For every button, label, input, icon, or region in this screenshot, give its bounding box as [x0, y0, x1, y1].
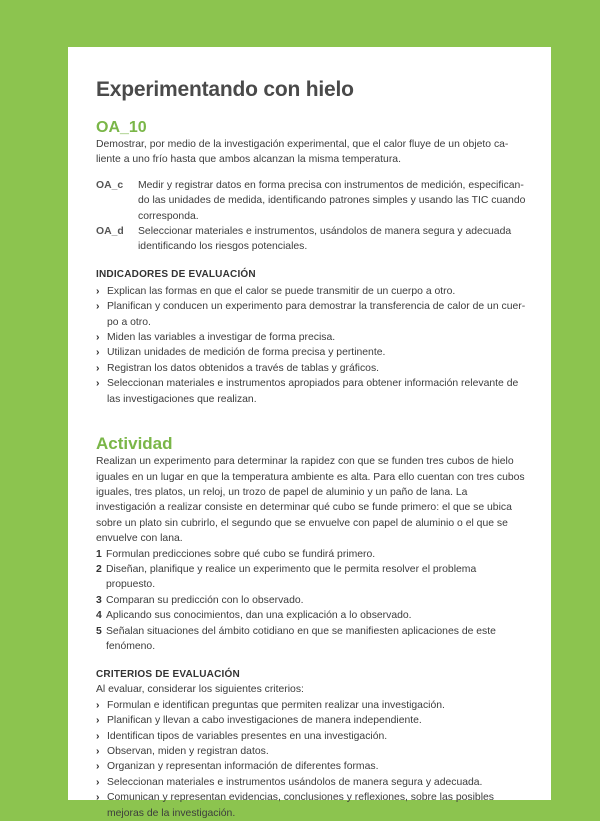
sub-objective-code: OA_d: [96, 226, 124, 238]
chevron-right-icon: ›: [96, 730, 100, 742]
list-item-text: Formulan e identifican preguntas que permiten realizar una investigación.: [107, 699, 445, 711]
list-item-text: Explican las formas en que el calor se puede transmitir de un cuerpo a otro.: [107, 285, 456, 297]
page-title: Experimentando con hielo: [96, 78, 354, 101]
chevron-right-icon: ›: [96, 715, 100, 727]
list-item: [96, 790, 526, 821]
step-number: 3: [96, 594, 102, 606]
chevron-right-icon: ›: [96, 746, 100, 757]
step-text: Aplicando sus conocimientos, dan una explicación a lo observado.: [106, 610, 412, 622]
list-item: [96, 698, 526, 713]
chevron-right-icon: ›: [96, 301, 100, 313]
chevron-right-icon: ›: [96, 776, 100, 788]
step-number: 5: [96, 625, 102, 637]
page-content: [96, 77, 526, 821]
list-item: [96, 299, 526, 330]
chevron-right-icon: ›: [96, 347, 100, 359]
list-item: [96, 713, 526, 728]
list-item-text: Utilizan unidades de medición de forma precisa y pertinente.: [107, 347, 386, 359]
list-item-text: Seleccionan materiales e instrumentos apropiados para obtener información relevante de las investigaciones que realizan.: [107, 378, 519, 405]
list-item: [96, 376, 526, 407]
sub-objective: [96, 224, 526, 255]
list-item-text: Seleccionan materiales e instrumentos usándolos de manera segura y adecuada.: [107, 776, 483, 788]
step-item: [96, 593, 526, 608]
list-item: [96, 775, 526, 790]
step-number: 1: [96, 548, 102, 560]
list-item: [96, 330, 526, 345]
chevron-right-icon: ›: [96, 378, 100, 390]
chevron-right-icon: ›: [96, 792, 100, 804]
chevron-right-icon: ›: [96, 332, 100, 344]
list-item-text: Registran los datos obtenidos a través de tablas y gráficos.: [107, 362, 380, 374]
sub-objectives: [96, 178, 526, 255]
step-number: 4: [96, 610, 102, 622]
list-item-text: Miden las variables a investigar de forma precisa.: [107, 332, 336, 344]
indicadores-list: [96, 284, 526, 407]
list-item-text: Identifican tipos de variables presentes en una investigación.: [107, 730, 388, 742]
step-text: Diseñan, planifique y realice un experimento que le permita resolver el problema propuesto.: [106, 563, 477, 591]
list-item-text: Observan, miden y registran datos.: [107, 746, 269, 757]
chevron-right-icon: ›: [96, 285, 100, 297]
sub-objective: [96, 178, 526, 224]
list-item: [96, 361, 526, 376]
sub-objective-code: OA_c: [96, 179, 124, 191]
oa-code: OA_10: [96, 119, 147, 136]
actividad-intro: Realizan un experimento para determinar la rapidez con que se funden tres cubos de hielo iguales en un lugar en que la temperatura ambiente es alta. Para ello cuentan con tres cubos iguales, tres platos, un reloj, un trozo de papel de aluminio y un paño de lana. La investigación a realizar consiste en determinar qué cubo se funde primero: el que se ubica sobre un plato sin cubrirlo, el segundo que se envuelve con papel de aluminio o el que se envuelve con lana.: [96, 456, 525, 545]
indicadores-heading: INDICADORES DE EVALUACIÓN: [96, 268, 256, 280]
list-item: [96, 729, 526, 744]
list-item-text: Planifican y conducen un experimento para demostrar la transferencia de calor de un cuer-po a otro.: [107, 301, 526, 328]
list-item-text: Planifican y llevan a cabo investigaciones de manera independiente.: [107, 715, 422, 727]
step-item: [96, 562, 526, 593]
list-item-text: Comunican y representan evidencias, conclusiones y reflexiones, sobre las posibles mejoras de la investigación.: [107, 792, 494, 819]
list-item: [96, 744, 526, 759]
chevron-right-icon: ›: [96, 362, 100, 374]
step-number: 2: [96, 563, 102, 575]
document-page: [68, 47, 551, 819]
step-item: [96, 608, 526, 623]
list-item-text: Organizan y representan información de diferentes formas.: [107, 761, 379, 773]
step-text: Comparan su predicción con lo observado.: [106, 594, 304, 606]
actividad-heading: Actividad: [96, 434, 173, 454]
step-item: [96, 547, 526, 562]
step-text: Señalan situaciones del ámbito cotidiano en que se manifiesten aplicaciones de este fenómeno.: [106, 625, 496, 652]
step-text: Formulan predicciones sobre qué cubo se fundirá primero.: [106, 548, 376, 560]
sub-objective-text: Medir y registrar datos en forma precisa con instrumentos de medición, especifican-do las unidades de medida, identificando patrones simples y usando las TIC cuando corresponda.: [138, 179, 526, 222]
chevron-right-icon: ›: [96, 761, 100, 773]
list-item: [96, 759, 526, 774]
step-item: [96, 624, 526, 655]
criterios-heading: CRITERIOS DE EVALUACIÓN: [96, 669, 240, 681]
chevron-right-icon: ›: [96, 699, 100, 711]
sub-objective-text: Seleccionar materiales e instrumentos, usándolos de manera segura y adecuada identificando los riesgos potenciales.: [138, 226, 512, 253]
list-item: [96, 284, 526, 299]
criterios-intro: Al evaluar, considerar los siguientes criterios:: [96, 684, 304, 696]
criterios-list: [96, 698, 526, 821]
list-item: [96, 345, 526, 360]
oa-description: Demostrar, por medio de la investigación experimental, que el calor fluye de un objeto ca-liente a uno frío hasta que ambos alcanzan la misma temperatura.: [96, 139, 509, 166]
actividad-steps: [96, 547, 526, 655]
